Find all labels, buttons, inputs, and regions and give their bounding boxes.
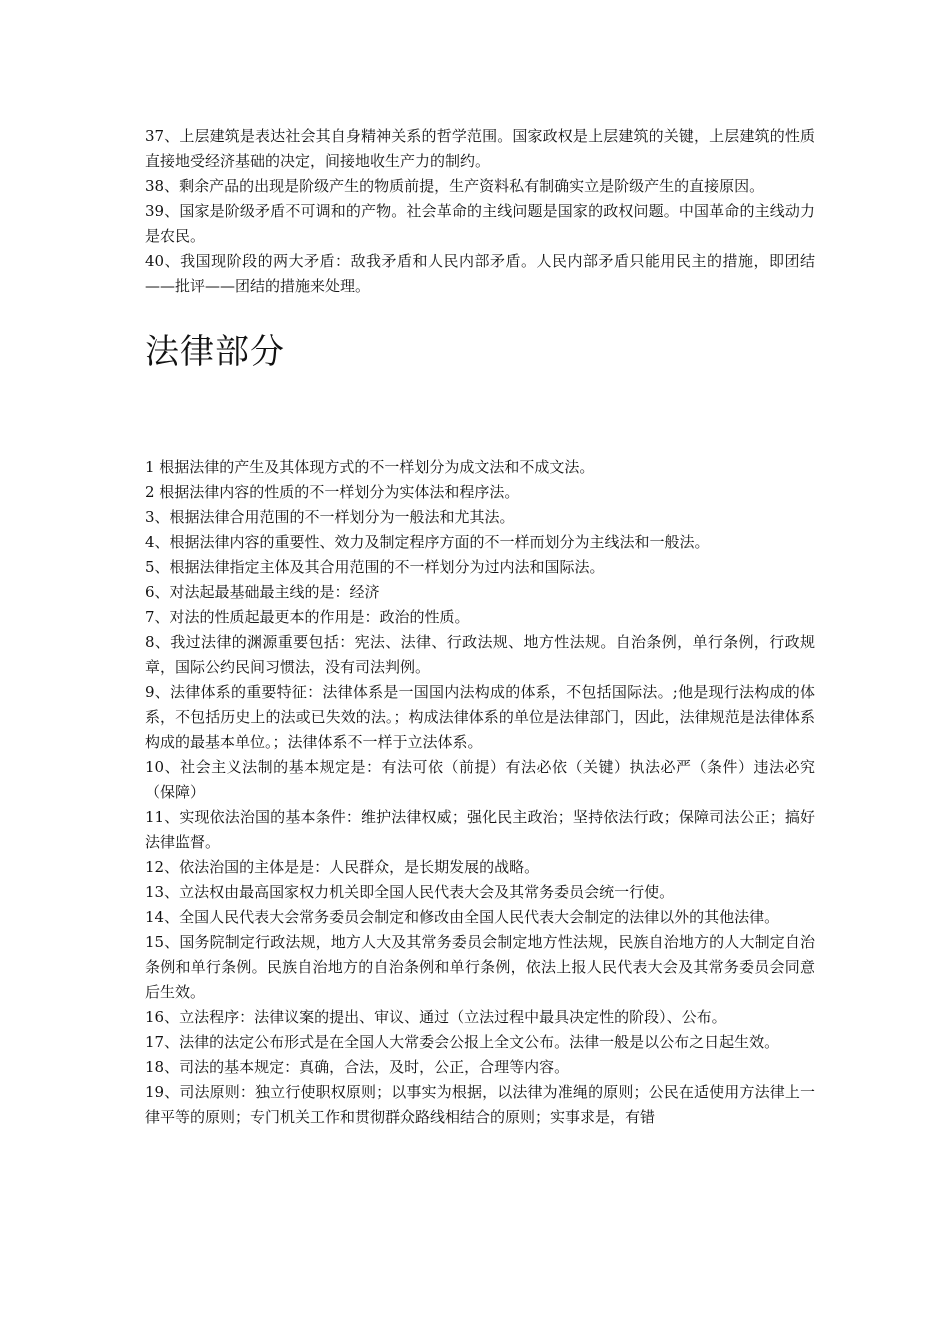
list-item: 17、法律的法定公布形式是在全国人大常委会公报上全文公布。法律一般是以公布之日起生效。 xyxy=(145,1033,780,1051)
list-item: 2 根据法律内容的性质的不一样划分为实体法和程序法。 xyxy=(145,483,520,501)
list-item: 13、立法权由最高国家权力机关即全国人民代表大会及其常务委员会统一行使。 xyxy=(145,883,675,901)
list-item: 3、根据法律合用范围的不一样划分为一般法和尤其法。 xyxy=(145,508,515,526)
list-item: 8、我过法律的渊源重要包括：宪法、法律、行政法规、地方性法规。自治条例，单行条例，行政规章，国际公约民间习惯法，没有司法判例。 xyxy=(145,633,815,676)
list-item: 12、依法治国的主体是是：人民群众，是长期发展的战略。 xyxy=(145,858,540,876)
list-item: 5、根据法律指定主体及其合用范围的不一样划分为过内法和国际法。 xyxy=(145,558,605,576)
list-item: 11、实现依法治国的基本条件：维护法律权威；强化民主政治；坚持依法行政；保障司法公正；搞好法律监督。 xyxy=(145,808,815,851)
list-item: 7、对法的性质起最更本的作用是：政治的性质。 xyxy=(145,608,470,626)
list-item: 14、全国人民代表大会常务委员会制定和修改由全国人民代表大会制定的法律以外的其他法律。 xyxy=(145,908,780,926)
list-item: 15、国务院制定行政法规，地方人大及其常务委员会制定地方性法规，民族自治地方的人大制定自治条例和单行条例。民族自治地方的自治条例和单行条例，依法上报人民代表大会及其常务委员会同意后生效。 xyxy=(145,933,815,1001)
list-item: 40、我国现阶段的两大矛盾：敌我矛盾和人民内部矛盾。人民内部矛盾只能用民主的措施，即团结——批评——团结的措施来处理。 xyxy=(145,252,815,295)
intro-list xyxy=(145,124,815,299)
document-page xyxy=(145,124,815,1130)
list-item: 37、上层建筑是表达社会其自身精神关系的哲学范围。国家政权是上层建筑的关键，上层建筑的性质直接地受经济基础的决定，间接地收生产力的制约。 xyxy=(145,127,815,170)
section-title: 法律部分 xyxy=(145,332,285,372)
list-item: 18、司法的基本规定：真确，合法，及时，公正，合理等内容。 xyxy=(145,1058,570,1076)
list-item: 16、立法程序：法律议案的提出、审议、通过（立法过程中最具决定性的阶段）、公布。 xyxy=(145,1008,727,1026)
list-item: 4、根据法律内容的重要性、效力及制定程序方面的不一样而划分为主线法和一般法。 xyxy=(145,533,710,551)
law-list xyxy=(145,455,815,1130)
list-item: 38、剩余产品的出现是阶级产生的物质前提，生产资料私有制确实立是阶级产生的直接原因。 xyxy=(145,177,765,195)
list-item: 10、社会主义法制的基本规定是：有法可依（前提）有法必依（关键）执法必严（条件）违法必究（保障） xyxy=(145,758,815,801)
list-item: 1 根据法律的产生及其体现方式的不一样划分为成文法和不成文法。 xyxy=(145,458,595,476)
list-item: 6、对法起最基础最主线的是：经济 xyxy=(145,583,380,601)
list-item: 9、法律体系的重要特征：法律体系是一国国内法构成的体系，不包括国际法。;他是现行法构成的体系，不包括历史上的法或已失效的法。；构成法律体系的单位是法律部门，因此，法律规范是法律体系构成的最基本单位。；法律体系不一样于立法体系。 xyxy=(145,683,815,751)
list-item: 39、国家是阶级矛盾不可调和的产物。社会革命的主线问题是国家的政权问题。中国革命的主线动力是农民。 xyxy=(145,202,815,245)
list-item: 19、司法原则：独立行使职权原则；以事实为根据，以法律为准绳的原则；公民在适使用方法律上一律平等的原则；专门机关工作和贯彻群众路线相结合的原则；实事求是，有错 xyxy=(145,1083,815,1126)
